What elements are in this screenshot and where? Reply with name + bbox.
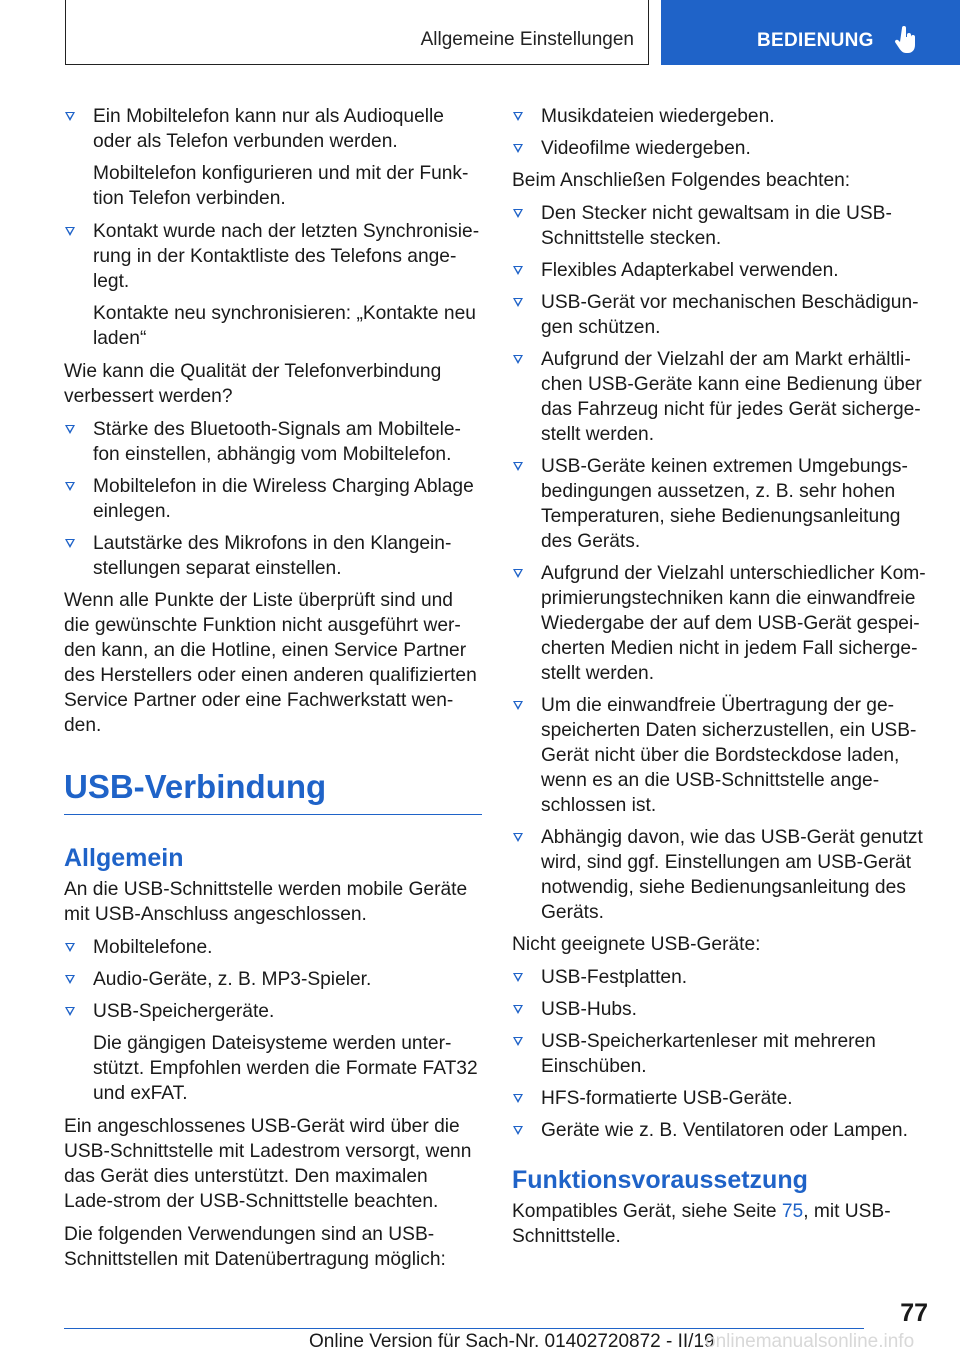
list-item: Lautstärke des Mikrofons in den Klangein-stellungen separat einstellen. xyxy=(64,531,482,581)
paragraph: Ein angeschlossenes USB-Gerät wird über die USB-Schnittstelle mit Ladestrom versorgt, wenn das Gerät dies unterstützt. Den maximalen Lade-strom der USB-Schnittstelle beachten. xyxy=(64,1116,472,1212)
list-item: Flexibles Adapterkabel verwenden. xyxy=(512,258,930,283)
list-item: USB-Gerät vor mechanischen Beschädigun-gen schützen. xyxy=(512,290,930,340)
list-item: Musikdateien wiedergeben. xyxy=(512,104,930,129)
list-item: Den Stecker nicht gewaltsam in die USB-Schnittstelle stecken. xyxy=(512,201,930,251)
section-heading-usb: USB-Verbindung xyxy=(64,768,482,815)
triangle-bullet-icon xyxy=(513,298,523,307)
list-item: Ein Mobiltelefon kann nur als Audioquelle oder als Telefon verbunden werden. xyxy=(64,104,482,154)
subsection-heading-funktionsvoraussetzung: Funktionsvoraussetzung xyxy=(512,1166,808,1194)
hand-pointer-icon xyxy=(893,26,919,54)
list-item: Kontakt wurde nach der letzten Synchronisie-rung in der Kontaktliste des Telefons ange-legt. xyxy=(64,219,482,294)
triangle-bullet-icon xyxy=(513,209,523,218)
paragraph: Kompatibles Gerät, siehe Seite 75, mit USB-Schnittstelle. xyxy=(512,1201,891,1247)
list-item: USB-Festplatten. xyxy=(512,965,930,990)
triangle-bullet-icon xyxy=(65,112,75,121)
paragraph: Wenn alle Punkte der Liste überprüft sind und die gewünschte Funktion nicht ausgeführt wer-den kann, an die Hotline, einen Service Partner des Herstellers oder einen anderen qualifizierten Service Partner oder eine Fachwerkstatt wen-den. xyxy=(64,590,477,736)
triangle-bullet-icon xyxy=(513,355,523,364)
triangle-bullet-icon xyxy=(513,701,523,710)
list-item-subtext: Die gängigen Dateisysteme werden unter-stützt. Empfohlen werden die Formate FAT32 und exFAT. xyxy=(93,1033,478,1104)
triangle-bullet-icon xyxy=(65,482,75,491)
list-item: Aufgrund der Vielzahl unterschiedlicher Kom-primierungstechniken kann die einwandfreie Wiedergabe der auf dem USB-Gerät gespei-cherten Medien nicht in jedem Fall sicherge-stellt werden. xyxy=(512,561,930,686)
triangle-bullet-icon xyxy=(65,1007,75,1016)
list-item: Aufgrund der Vielzahl der am Markt erhältli-chen USB-Geräte kann eine Bedienung über das Fahrzeug nicht für jedes Gerät sicherge-stellt werden. xyxy=(512,347,930,447)
triangle-bullet-icon xyxy=(65,975,75,984)
triangle-bullet-icon xyxy=(65,425,75,434)
footer-version-text: Online Version für Sach-Nr. 01402720872 - II/19 xyxy=(309,1331,715,1352)
list-item: Geräte wie z. B. Ventilatoren oder Lampen. xyxy=(512,1118,930,1143)
list-item: USB-Geräte keinen extremen Umgebungs-bedingungen aussetzen, z. B. sehr hohen Temperaturen, siehe Bedienungsanleitung des Geräts. xyxy=(512,454,930,554)
list-item: USB-Hubs. xyxy=(512,997,930,1022)
list-item: Abhängig davon, wie das USB-Gerät genutzt wird, sind ggf. Einstellungen am USB-Gerät notwendig, siehe Bedienungsanleitung des Geräts. xyxy=(512,825,930,925)
triangle-bullet-icon xyxy=(513,1037,523,1046)
triangle-bullet-icon xyxy=(513,1126,523,1135)
page-reference-link[interactable]: 75 xyxy=(781,1201,804,1222)
paragraph: An die USB-Schnittstelle werden mobile Geräte mit USB-Anschluss angeschlossen. xyxy=(64,879,468,925)
header-chapter-label: BEDIENUNG xyxy=(757,30,874,51)
list-item: Um die einwandfreie Übertragung der ge-speicherten Daten sicherzustellen, ein USB-Gerät nicht über die Bordsteckdose laden, wenn es an die USB-Schnittstelle ange-schlossen ist. xyxy=(512,693,930,818)
list-item: USB-Speichergeräte. xyxy=(64,999,482,1024)
list-item: USB-Speicherkartenleser mit mehreren Einschüben. xyxy=(512,1029,930,1079)
paragraph: Wie kann die Qualität der Telefonverbindung verbessert werden? xyxy=(64,361,442,407)
header-section-box xyxy=(65,0,649,65)
triangle-bullet-icon xyxy=(513,1094,523,1103)
triangle-bullet-icon xyxy=(65,539,75,548)
paragraph: Nicht geeignete USB-Geräte: xyxy=(512,934,761,955)
list-item: Audio-Geräte, z. B. MP3-Spieler. xyxy=(64,967,482,992)
triangle-bullet-icon xyxy=(513,569,523,578)
list-item-subtext: Kontakte neu synchronisieren: „Kontakte neu laden“ xyxy=(93,303,476,349)
triangle-bullet-icon xyxy=(65,227,75,236)
triangle-bullet-icon xyxy=(513,1005,523,1014)
triangle-bullet-icon xyxy=(513,833,523,842)
header-section-title: Allgemeine Einstellungen xyxy=(420,29,634,50)
list-item: Mobiltelefone. xyxy=(64,935,482,960)
triangle-bullet-icon xyxy=(513,112,523,121)
right-column xyxy=(512,104,930,1257)
triangle-bullet-icon xyxy=(513,266,523,275)
list-item: HFS-formatierte USB-Geräte. xyxy=(512,1086,930,1111)
list-item: Mobiltelefon in die Wireless Charging Ablage einlegen. xyxy=(64,474,482,524)
triangle-bullet-icon xyxy=(513,144,523,153)
subsection-heading-allgemein: Allgemein xyxy=(64,844,184,872)
triangle-bullet-icon xyxy=(513,462,523,471)
left-column xyxy=(64,104,482,1280)
triangle-bullet-icon xyxy=(65,943,75,952)
list-item-subtext: Mobiltelefon konfigurieren und mit der Funk-tion Telefon verbinden. xyxy=(93,163,469,209)
footer-divider xyxy=(64,1328,864,1329)
page-number: 77 xyxy=(900,1299,928,1327)
list-item: Videofilme wiedergeben. xyxy=(512,136,930,161)
triangle-bullet-icon xyxy=(513,973,523,982)
header-chapter-tab[interactable] xyxy=(661,0,960,65)
list-item: Stärke des Bluetooth-Signals am Mobiltele-fon einstellen, abhängig vom Mobiltelefon. xyxy=(64,417,482,467)
paragraph: Beim Anschließen Folgendes beachten: xyxy=(512,170,851,191)
paragraph: Die folgenden Verwendungen sind an USB-Schnittstellen mit Datenübertragung möglich: xyxy=(64,1224,446,1270)
footer-watermark: onlinemanualsonline.info xyxy=(705,1331,915,1352)
